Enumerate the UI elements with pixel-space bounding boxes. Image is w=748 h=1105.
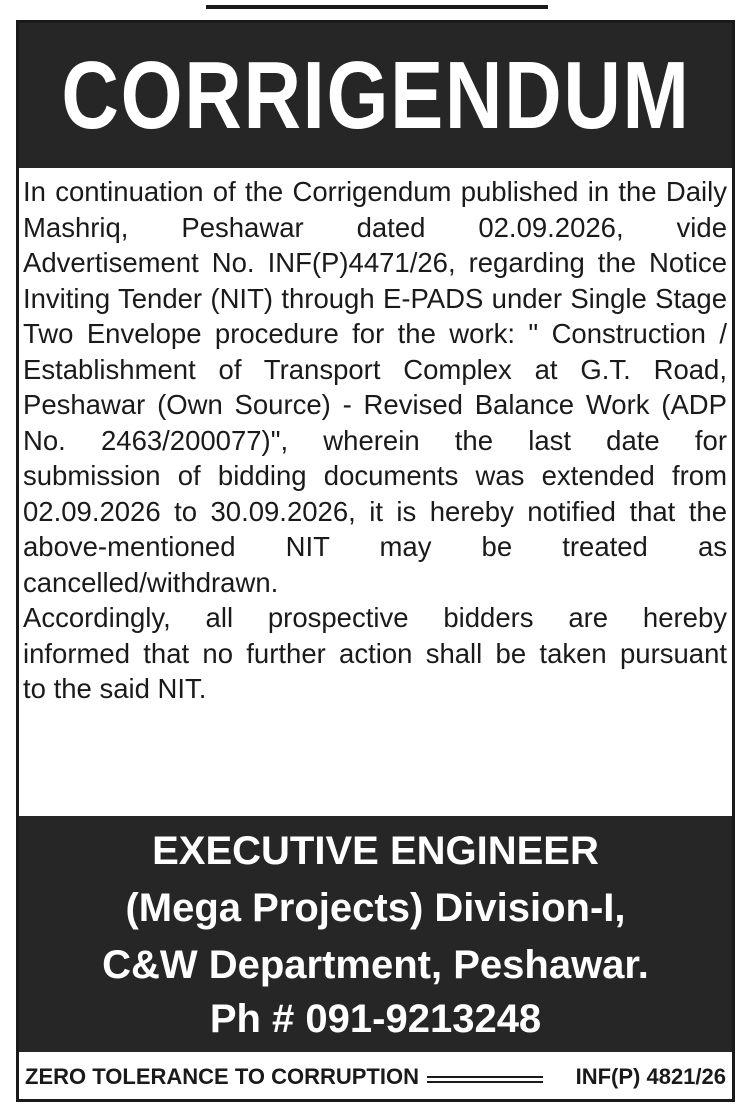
body-line: Establishment of Transport Complex at G.T. Road, [23,353,727,385]
body-line: Two Envelope procedure for the work: " Construction / [23,318,727,349]
page-title: CORRIGENDUM [60,41,691,149]
body-line: submission of bidding documents was extended from [23,460,727,491]
signature-phone: Ph # 091-9213248 [209,997,542,1041]
signature-designation: EXECUTIVE ENGINEER [152,829,599,873]
body-line: to the said NIT. [23,673,207,704]
footer-bar [19,1052,732,1102]
advertisement-frame [16,20,735,1102]
reference-number: INF(P) 4821/26 [575,1064,726,1089]
body-line: No. 2463/200077)", wherein the last date for [23,424,727,456]
body-line: Peshawar (Own Source) - Revised Balance Work (ADP [23,389,727,420]
signature-division: (Mega Projects) Division-I, [125,886,626,930]
body-line: cancelled/withdrawn. [23,566,279,598]
notice-body [23,174,727,707]
body-line: informed that no further action shall be taken pursuant [23,637,727,669]
body-line: Accordingly, all prospective bidders are hereby [23,602,727,633]
signature-band [19,816,732,1052]
body-line: 02.09.2026 to 30.09.2026, it is hereby notified that the [23,495,727,527]
slogan-text: ZERO TOLERANCE TO CORRUPTION [25,1064,419,1089]
double-rule-divider [427,1076,543,1083]
body-line: above-mentioned NIT may be treated as [23,531,727,562]
top-rule [206,5,548,9]
body-line: Mashriq, Peshawar dated 02.09.2026, vide [23,211,727,243]
body-line: Advertisement No. INF(P)4471/26, regarding the Notice [23,247,727,278]
body-line: Inviting Tender (NIT) through E-PADS under Single Stage [23,282,727,314]
signature-department: C&W Department, Peshawar. [102,943,649,987]
title-band [19,23,732,168]
body-line: In continuation of the Corrigendum published in the Daily [23,176,727,207]
